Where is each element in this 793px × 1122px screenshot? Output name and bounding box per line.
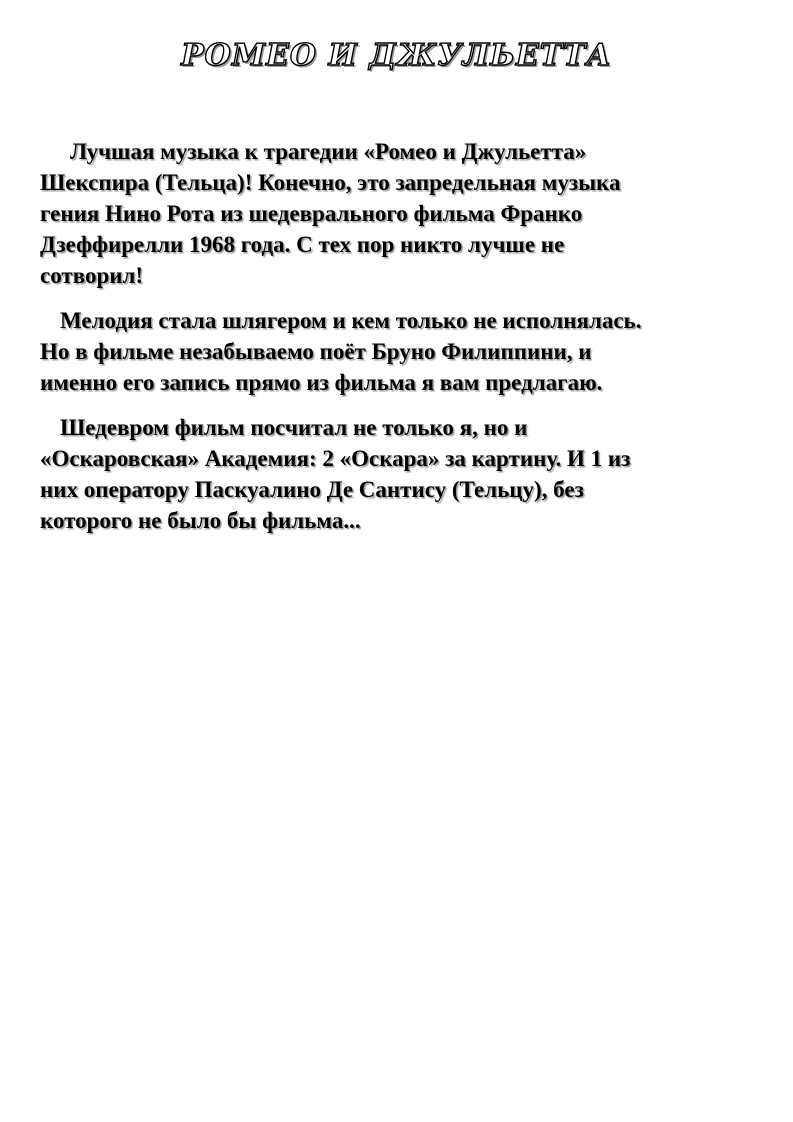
paragraph-3: Шедевром фильм посчитал не только я, но и «Оскаровская» Академия: 2 «Оскара» за картину. И 1 из них оператору Паскуалино Де Сантису (Тельцу), без которого не было бы фильма... <box>40 415 631 533</box>
document-title: РОМЕО И ДЖУЛЬЕТТА <box>181 38 612 73</box>
paragraph-1: Лучшая музыка к трагедии «Ромео и Джульетта» Шекспира (Тельца)! Конечно, это запредельная музыка гения Нино Рота из шедеврального фильма Франко Дзеффирелли 1968 года. С тех пор никто лучше не сотворил! <box>40 139 621 288</box>
document-body <box>40 136 740 550</box>
paragraph-2: Мелодия стала шлягером и кем только не исполнялась. Но в фильме незабываемо поёт Бруно Филиппини, и именно его запись прямо из фильма я вам предлагаю. <box>40 308 642 395</box>
